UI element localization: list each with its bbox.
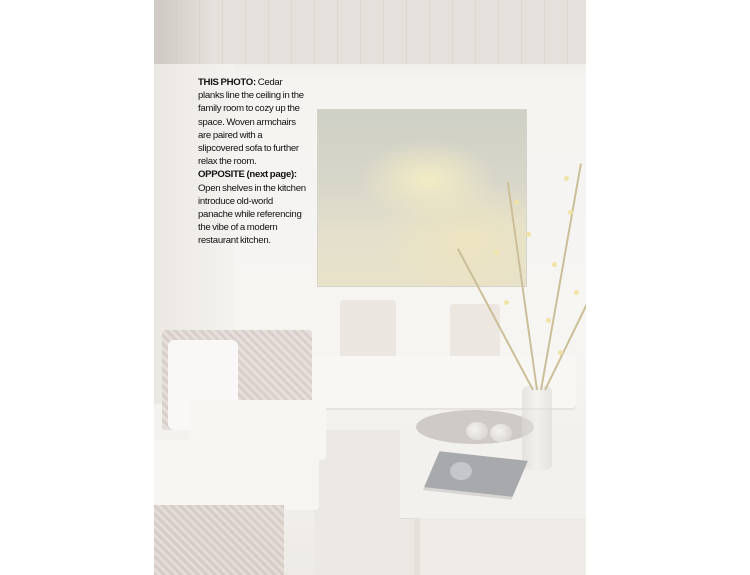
photo-caption (198, 76, 308, 248)
wall-painting (318, 110, 526, 286)
decorative-orb (490, 424, 512, 442)
sofa-pillow (340, 300, 396, 360)
blossom (546, 318, 551, 323)
caption-label-opposite: OPPOSITE (next page): (198, 169, 297, 181)
book-cover-art (450, 462, 472, 480)
caption-text-opposite: Open shelves in the kitchen introduce old-world panache while referencing the vibe of a modern restaurant kitchen. (198, 182, 306, 247)
blossom (504, 300, 509, 305)
blossom (574, 290, 579, 295)
glass-vase (522, 386, 552, 470)
cedar-plank-ceiling (154, 0, 586, 64)
blossom (558, 350, 563, 355)
floor-rug (314, 430, 414, 575)
armchair-seat-cushion (154, 440, 319, 510)
caption-label-this-photo: THIS PHOTO: (198, 77, 256, 88)
blossom (552, 262, 557, 267)
coffee-table-side (414, 518, 586, 575)
blossom (494, 250, 499, 255)
woven-armchair-frame (154, 505, 284, 575)
blossom (514, 200, 519, 205)
caption-text-this-photo: Cedar planks line the ceiling in the family room to cozy up the space. Woven armchairs are paired with a slipcovered sofa to further relax the room. (198, 77, 304, 168)
blossom (568, 210, 573, 215)
ceiling-shadow (154, 0, 214, 64)
blossom (526, 232, 531, 237)
decorative-orb (466, 422, 488, 440)
blossom (564, 176, 569, 181)
